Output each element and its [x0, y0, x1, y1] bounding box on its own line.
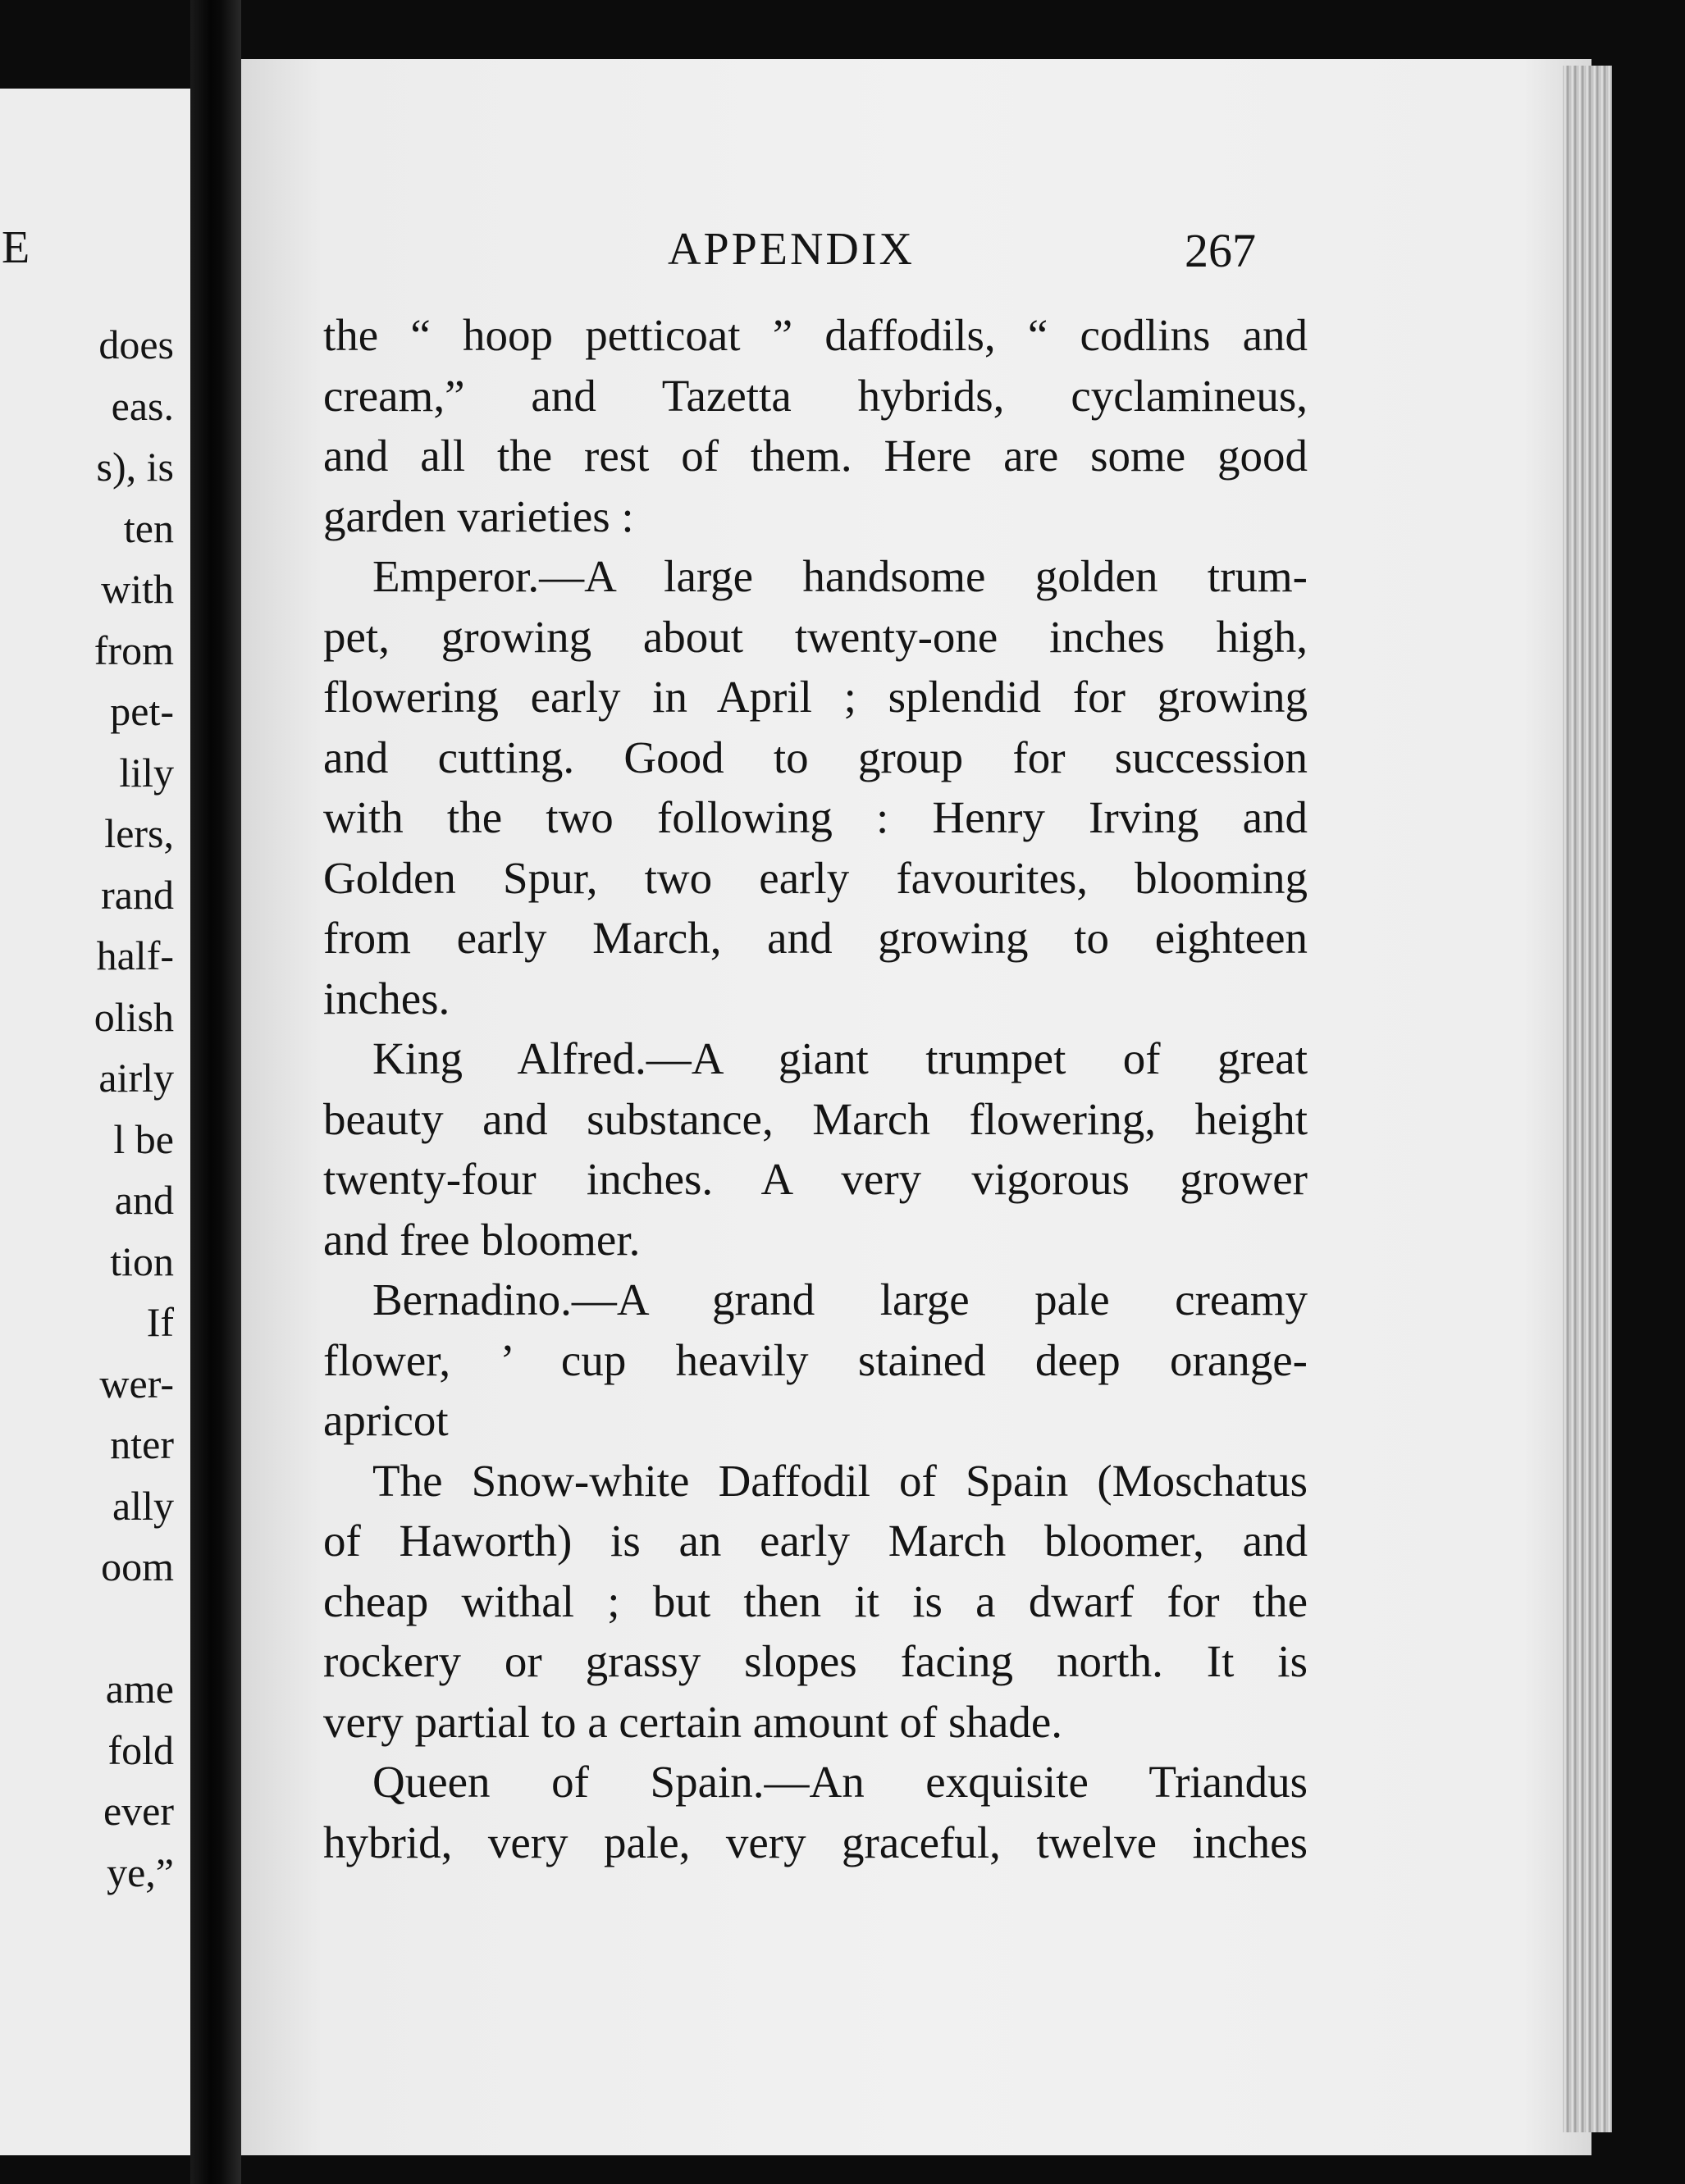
text-line: cheap withal ; but then it is a dwarf for the [323, 1575, 1308, 1626]
text-line: Bernadino.—A grand large pale creamy [372, 1274, 1308, 1325]
text-line: very partial to a certain amount of shade. [323, 1696, 1063, 1747]
text-line: flower, ’ cup heavily stained deep orange- [323, 1334, 1308, 1385]
left-line-fragment: does [98, 321, 174, 367]
left-line-fragment: If [146, 1299, 174, 1345]
text-line: inches. [323, 973, 450, 1024]
text-line: twenty-four inches. A very vigorous grower [323, 1154, 1308, 1204]
right-page [241, 59, 1591, 2155]
text-line: pet, growing about twenty-one inches high, [323, 611, 1308, 662]
body-text [323, 305, 1308, 1872]
text-line: from early March, and growing to eighteen [323, 913, 1308, 963]
text-line: apricot [323, 1395, 449, 1445]
left-line-fragment: ame [105, 1666, 174, 1712]
left-line-fragment: nter [110, 1421, 174, 1467]
left-line-fragment: with [101, 566, 174, 612]
left-page [0, 89, 190, 2155]
text-line: of Haworth) is an early March bloomer, and [323, 1516, 1308, 1566]
page-number: 267 [1185, 224, 1256, 277]
left-line-fragment: lers, [104, 810, 174, 856]
left-line-fragment: ally [112, 1482, 174, 1529]
text-line: and all the rest of them. Here are some good [323, 431, 1308, 481]
text-line: and cutting. Good to group for succession [323, 732, 1308, 782]
left-line-fragment: l be [113, 1115, 174, 1162]
page-edge [1563, 66, 1612, 2132]
book-gutter [190, 0, 241, 2184]
running-head [241, 223, 1591, 297]
left-page-text [0, 314, 174, 1903]
text-line: Queen of Spain.—An exquisite Triandus [372, 1757, 1308, 1807]
text-line: Emperor.—A large handsome golden trum- [372, 551, 1308, 601]
left-line-fragment: wer- [99, 1360, 174, 1407]
left-line-fragment: ye,” [107, 1849, 174, 1895]
text-line: King Alfred.—A giant trumpet of great [372, 1033, 1308, 1083]
left-line-fragment: airly [98, 1055, 174, 1101]
left-line-fragment: pet- [110, 688, 174, 734]
running-title: APPENDIX [668, 224, 915, 275]
left-page-header-fragment: E [2, 222, 32, 273]
left-line-fragment: ten [123, 504, 174, 551]
left-line-fragment: from [94, 627, 174, 673]
left-line-fragment: tion [110, 1238, 174, 1284]
left-line-fragment: rand [101, 871, 174, 918]
text-line: rockery or grassy slopes facing north. It is [323, 1636, 1308, 1686]
left-line-fragment: olish [94, 993, 174, 1040]
text-line: Golden Spur, two early favourites, blooming [323, 852, 1308, 903]
text-line: beauty and substance, March flowering, height [323, 1093, 1308, 1144]
text-line: flowering early in April ; splendid for growing [323, 672, 1308, 722]
text-line: the “ hoop petticoat ” daffodils, “ codlins and [323, 310, 1308, 360]
text-line: garden varieties : [323, 490, 634, 541]
left-line-fragment: and [114, 1177, 174, 1223]
text-line: hybrid, very pale, very graceful, twelve inches [323, 1817, 1308, 1867]
left-line-fragment: s), is [96, 444, 174, 490]
left-line-fragment: lily [119, 749, 174, 796]
left-line-fragment: oom [101, 1543, 174, 1589]
text-line: and free bloomer. [323, 1214, 641, 1265]
text-line: The Snow-white Daffodil of Spain (Moschatus [372, 1455, 1308, 1506]
left-line-fragment: ever [103, 1788, 174, 1834]
text-line: cream,” and Tazetta hybrids, cyclamineus, [323, 370, 1308, 421]
text-line: with the two following : Henry Irving and [323, 792, 1308, 842]
left-line-fragment: fold [107, 1726, 174, 1773]
left-line-fragment: eas. [111, 382, 174, 429]
left-line-fragment: half- [96, 932, 174, 978]
